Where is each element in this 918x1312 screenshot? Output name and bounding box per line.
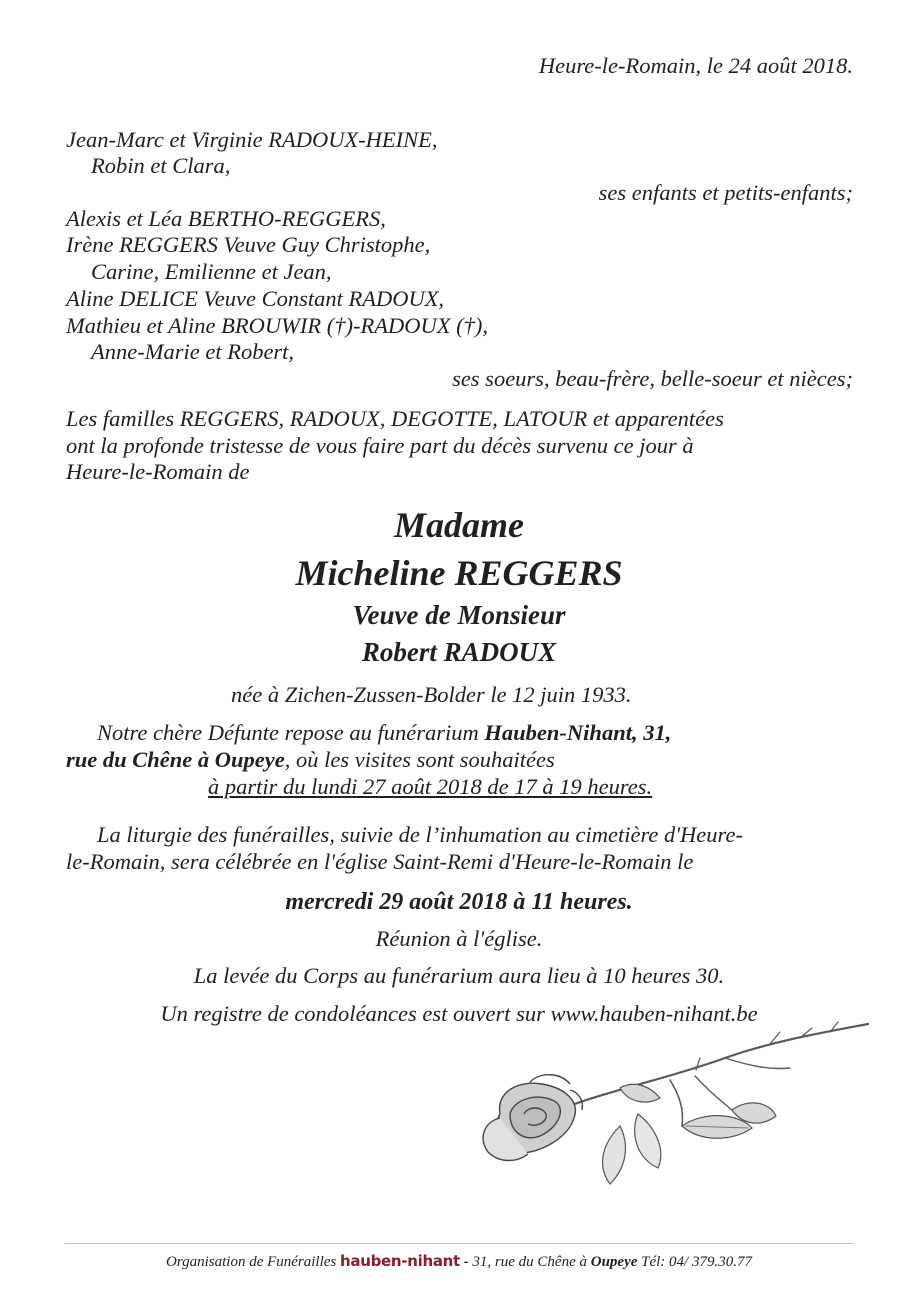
footer-phone: Tél: 04/ 379.30.77 xyxy=(637,1254,752,1270)
footer xyxy=(0,1251,918,1272)
footer-rule xyxy=(65,1243,854,1244)
siblings-line-1: Alexis et Léa BERTHO-REGGERS, xyxy=(66,206,386,231)
announce-line-2: ont la profonde tristesse de vous faire part du décès survenu ce jour à xyxy=(66,433,694,458)
children-line-1: Jean-Marc et Virginie RADOUX-HEINE, xyxy=(66,127,438,152)
funerarium-name: Hauben-Nihant, 31, xyxy=(484,720,672,745)
children-relation: ses enfants et petits-enfants; xyxy=(598,180,853,205)
brand-logo: hauben-nihant xyxy=(340,1252,460,1270)
registry-line: Un registre de condoléances est ouvert sur www.hauben-nihant.be xyxy=(160,1001,758,1026)
funeral-line-1: La liturgie des funérailles, suivie de l’inhumation au cimetière d'Heure- xyxy=(97,822,743,847)
footer-separator: - xyxy=(459,1254,473,1270)
visitation-intro: Notre chère Défunte repose au funérarium xyxy=(97,720,485,745)
siblings-line-6: Anne-Marie et Robert, xyxy=(91,339,295,364)
footer-prefix: Organisation de Funérailles xyxy=(166,1254,341,1270)
visitation-line-1 xyxy=(97,720,671,746)
widow-of: Veuve de Monsieur xyxy=(352,600,566,630)
visitation-schedule: à partir du lundi 27 août 2018 de 17 à 19 heures. xyxy=(208,774,653,799)
deceased-title: Madame xyxy=(394,505,524,545)
footer-town: Oupeye xyxy=(590,1254,638,1270)
rose-icon xyxy=(470,1018,875,1198)
spouse-name: Robert RADOUX xyxy=(361,637,557,667)
date-line: Heure-le-Romain, le 24 août 2018. xyxy=(538,53,853,78)
funeral-datetime: mercredi 29 août 2018 à 11 heures. xyxy=(285,889,633,915)
birth-line: née à Zichen-Zussen-Bolder le 12 juin 1933. xyxy=(231,682,632,707)
levee-line: La levée du Corps au funérarium aura lieu à 10 heures 30. xyxy=(193,963,725,988)
siblings-relation: ses soeurs, beau-frère, belle-soeur et nièces; xyxy=(452,366,853,391)
visits-text: , où les visites sont souhaitées xyxy=(284,747,555,772)
siblings-line-3: Carine, Emilienne et Jean, xyxy=(91,259,332,284)
siblings-line-5: Mathieu et Aline BROUWIR (†)-RADOUX (†), xyxy=(66,313,488,338)
funerarium-street: rue du Chêne à Oupeye xyxy=(66,747,285,772)
announce-line-1: Les familles REGGERS, RADOUX, DEGOTTE, LATOUR et apparentées xyxy=(66,406,724,431)
announce-line-3: Heure-le-Romain de xyxy=(66,459,250,484)
visitation-line-2 xyxy=(66,747,555,773)
siblings-line-4: Aline DELICE Veuve Constant RADOUX, xyxy=(66,286,445,311)
siblings-line-2: Irène REGGERS Veuve Guy Christophe, xyxy=(66,232,431,257)
footer-address: 31, rue du Chêne à xyxy=(472,1254,591,1270)
funeral-line-2: le-Romain, sera célébrée en l'église Saint-Remi d'Heure-le-Romain le xyxy=(66,849,694,874)
deceased-name: Micheline REGGERS xyxy=(295,553,623,593)
children-line-2: Robin et Clara, xyxy=(91,153,231,178)
church-meeting: Réunion à l'église. xyxy=(375,926,543,951)
